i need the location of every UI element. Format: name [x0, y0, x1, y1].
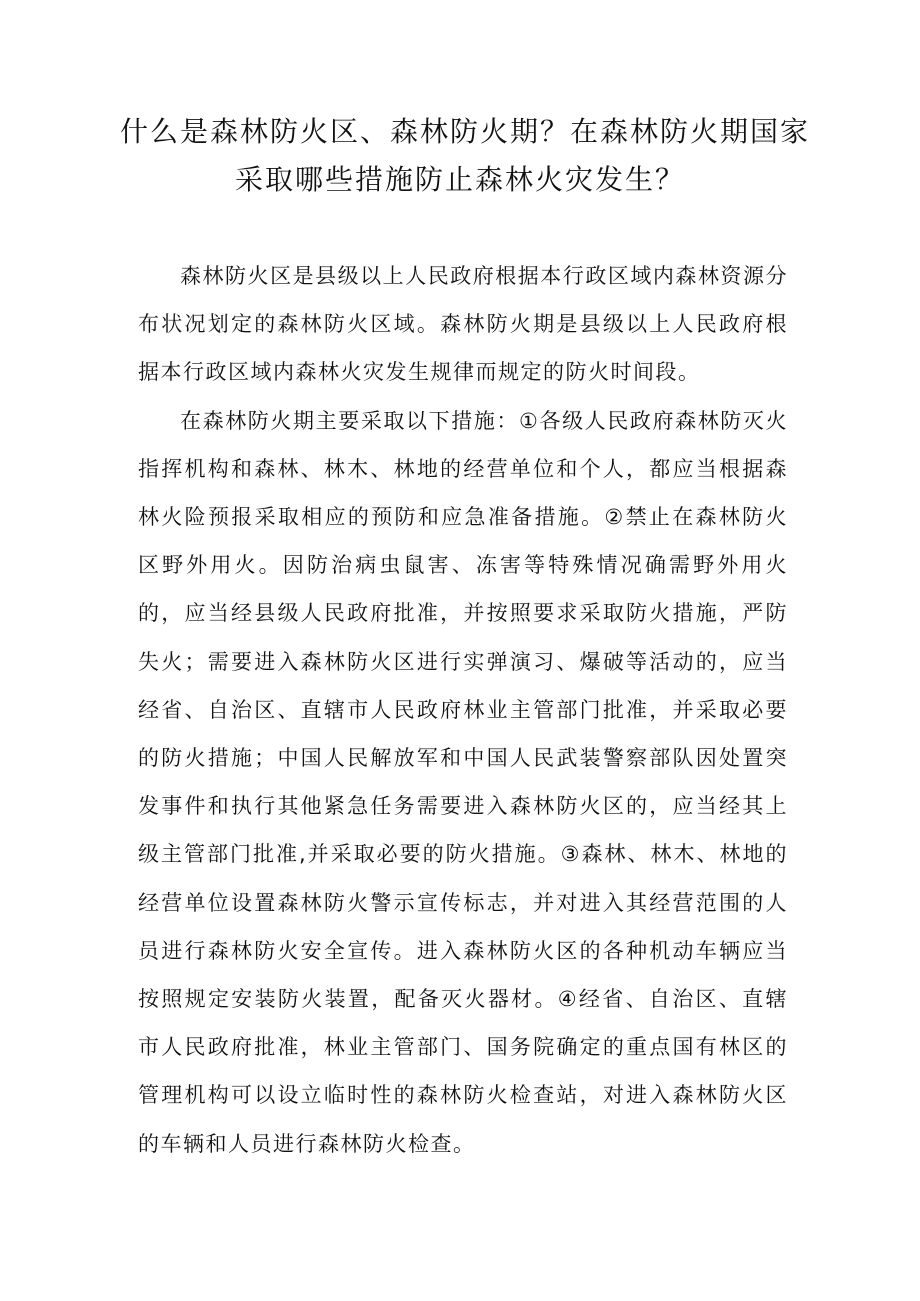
document-title: [120, 108, 811, 204]
paragraph-measures: 在森林防火期主要采取以下措施：①各级人民政府森林防灭火指挥机构和森林、林木、林地的经营单位和个人，都应当根据森林火险预报采取相应的预防和应急准备措施。②禁止在森林防火区野外用火。因防治病虫鼠害、冻害等特殊情况确需野外用火的，应当经县级人民政府批准，并按照要求采取防火措施，严防失火；需要进入森林防火区进行实弹演习、爆破等活动的，应当经省、自治区、直辖市人民政府林业主管部门批准，并采取必要的防火措施；中国人民解放军和中国人民武装警察部队因处置突发事件和执行其他紧急任务需要进入森林防火区的，应当经其上级主管部门批准,并采取必要的防火措施。③森林、林木、林地的经营单位设置森林防火警示宣传标志，并对进入其经营范围的人员进行森林防火安全宣传。进入森林防火区的各种机动车辆应当按照规定安装防火装置，配备灭火器材。④经省、自治区、直辖市人民政府批准，林业主管部门、国务院确定的重点国有林区的管理机构可以设立临时性的森林防火检查站，对进入森林防火区的车辆和人员进行森林防火检查。: [138, 408, 788, 1156]
title-line-2: 采取哪些措施防止森林火灾发生？: [234, 163, 685, 196]
title-line-1: 什么是森林防火区、森林防火期？在森林防火期国家: [120, 115, 811, 148]
document-body: [138, 252, 788, 1168]
paragraph-definition: 森林防火区是县级以上人民政府根据本行政区域内森林资源分布状况划定的森林防火区域。森林防火期是县级以上人民政府根据本行政区域内森林火灾发生规律而规定的防火时间段。: [138, 264, 788, 385]
